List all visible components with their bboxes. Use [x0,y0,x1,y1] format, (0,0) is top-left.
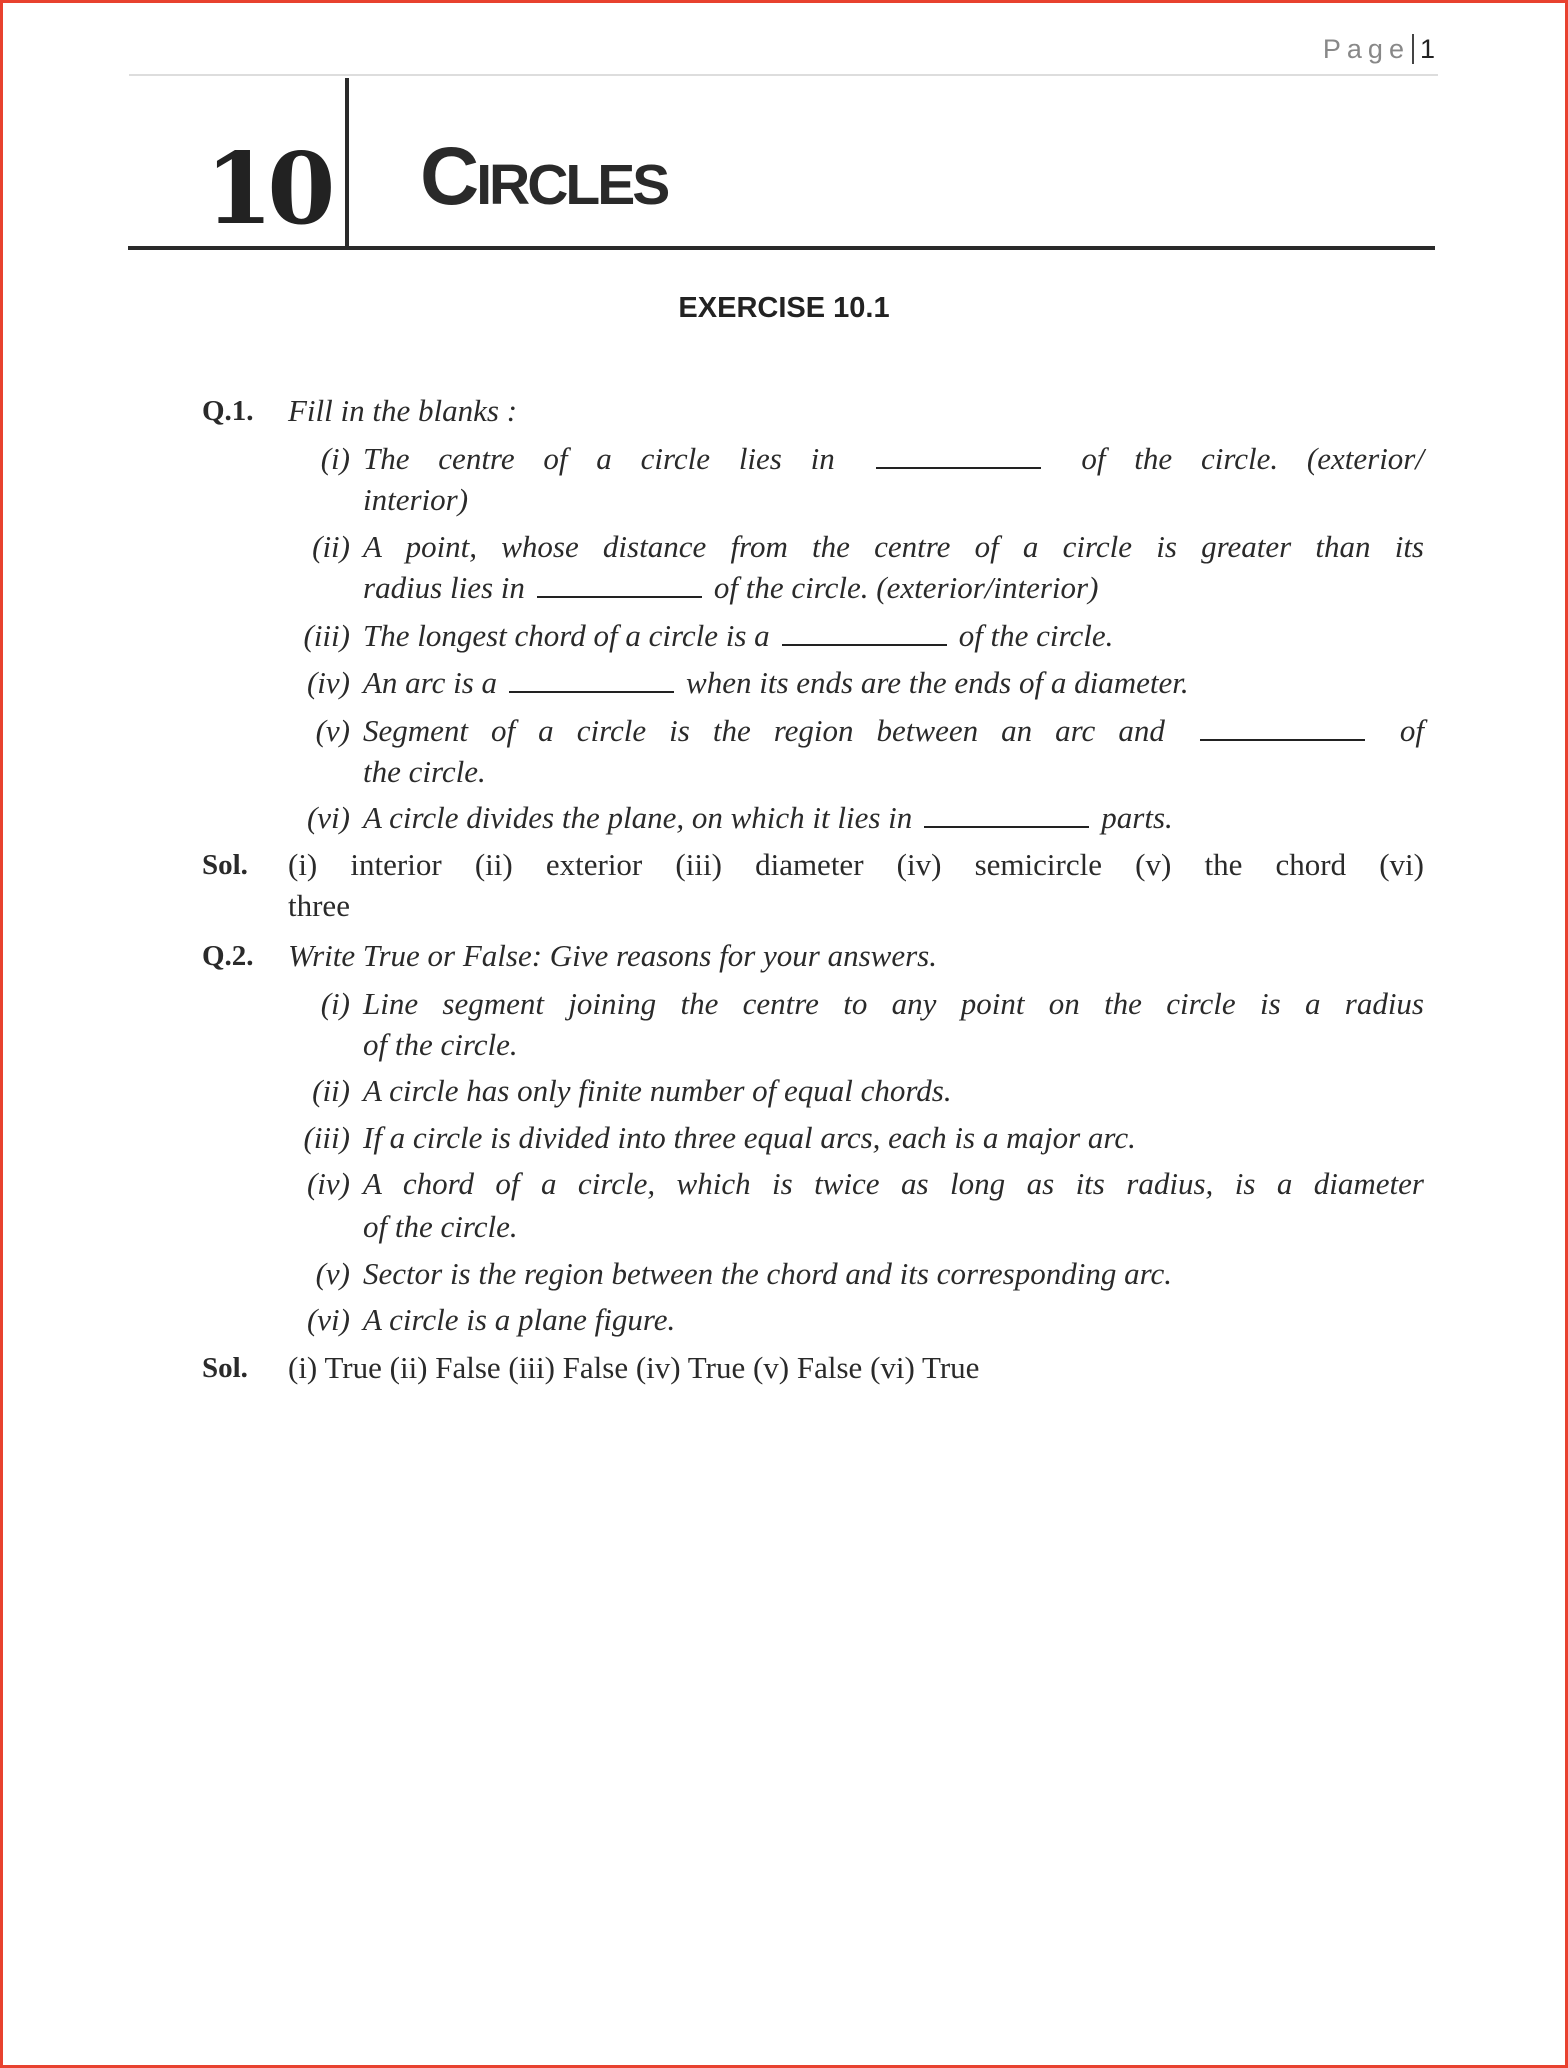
q2-sol-label: Sol. [202,1352,248,1384]
q2-item-num: (i) [320,986,350,1021]
q1-item-2-text: radius lies in [363,570,525,605]
q1-item-2-cont [363,568,1098,608]
q2-item-1-cont: of the circle. [363,1027,518,1062]
chapter-number: 10 [205,132,330,247]
q2-item-num: (vi) [306,1302,350,1337]
q1-item-2: A point, whose distance from the centre of a circle is greater than its [363,529,1424,564]
q2-label: Q.2. [202,940,254,972]
q1-item-1 [363,439,1424,479]
q1-item-3-text-after: of the circle. [958,618,1114,653]
q1-item-6-text: A circle divides the plane, on which it lies in [363,800,913,835]
header-divider [129,74,1438,76]
chapter-title: Circles [420,131,668,222]
q1-item-4-text-after: when its ends are the ends of a diameter. [686,665,1189,700]
q2-item-3: If a circle is divided into three equal arcs, each is a major arc. [363,1120,1136,1155]
q1-item-3 [363,616,1113,656]
blank [924,800,1089,828]
q1-item-4 [363,663,1189,703]
blank [782,618,947,646]
exercise-heading: EXERCISE 10.1 [678,292,890,324]
q2-item-4-cont: of the circle. [363,1209,518,1244]
q1-item-num: (i) [320,441,350,476]
q1-solution-cont: three [288,888,350,923]
q2-item-num: (v) [315,1256,350,1291]
q1-item-6-text-after: parts. [1101,800,1173,835]
q1-item-5 [363,711,1424,751]
q1-item-num: (ii) [312,529,350,564]
blank [509,665,674,693]
q1-item-1-text: The centre of a circle lies in [363,441,835,476]
q1-item-4-text: An arc is a [363,665,498,700]
q1-item-num: (iii) [303,618,350,653]
q2-item-num: (iii) [303,1120,350,1155]
q1-item-5-text-after: of [1399,713,1425,748]
page-label: Page [1322,34,1410,64]
q1-item-3-text: The longest chord of a circle is a [363,618,770,653]
page-number-header [1323,34,1435,65]
blank [1200,713,1365,741]
chapter-vertical-rule [345,78,349,250]
q2-item-1: Line segment joining the centre to any point on the circle is a radius [363,986,1424,1021]
blank [876,441,1041,469]
q1-item-6 [363,798,1173,838]
q2-item-num: (ii) [312,1073,350,1108]
blank [537,570,702,598]
q1-item-5-text: Segment of a circle is the region between an arc and [363,713,1165,748]
q1-solution: (i) interior (ii) exterior (iii) diameter (iv) semicircle (v) the chord (vi) [288,847,1424,882]
q2-item-4: A chord of a circle, which is twice as long as its radius, is a diameter [363,1166,1424,1201]
q2-item-num: (iv) [306,1166,350,1201]
q1-prompt: Fill in the blanks : [288,393,518,428]
page-number: 1 [1412,34,1435,64]
q1-label: Q.1. [202,395,254,427]
q1-item-num: (vi) [306,800,350,835]
q1-sol-label: Sol. [202,849,248,881]
q2-item-2: A circle has only finite number of equal chords. [363,1073,952,1108]
q1-item-num: (iv) [306,665,350,700]
q1-item-2-text-after: of the circle. (exterior/interior) [713,570,1099,605]
q2-solution: (i) True (ii) False (iii) False (iv) True (v) False (vi) True [288,1350,980,1385]
q2-prompt: Write True or False: Give reasons for your answers. [288,938,937,973]
q2-item-6: A circle is a plane figure. [363,1302,676,1337]
q1-item-1-text-after: of the circle. (exterior/ [1081,441,1424,476]
q1-item-5-cont: the circle. [363,754,486,789]
q1-item-num: (v) [315,713,350,748]
q2-item-5: Sector is the region between the chord and its corresponding arc. [363,1256,1173,1291]
q1-item-1-cont: interior) [363,482,469,517]
